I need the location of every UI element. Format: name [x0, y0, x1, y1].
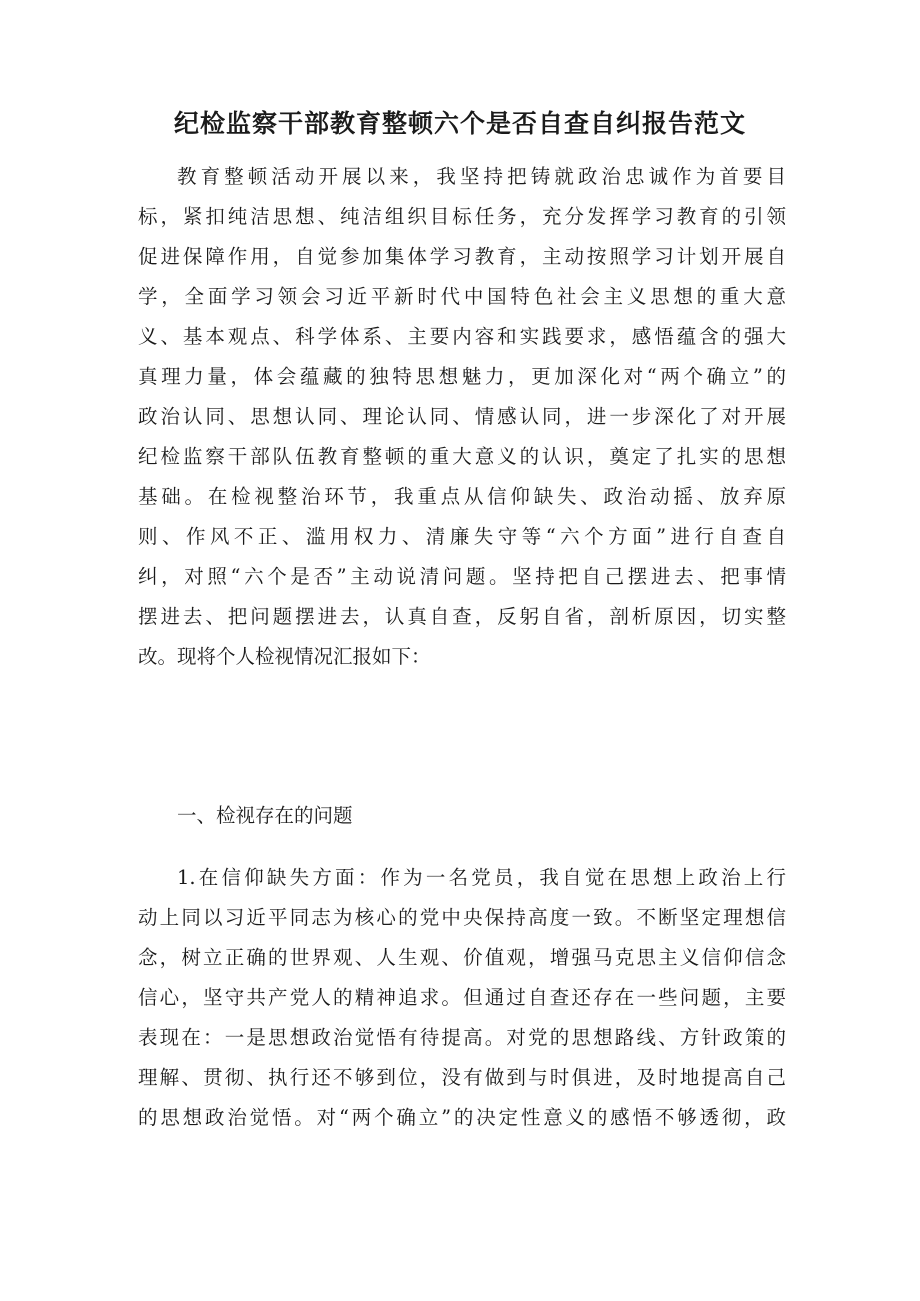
text-line: 1.在信仰缺失方面：作为一名党员，我自觉在思想上政治上行 — [177, 866, 786, 889]
text-line: 则、作风不正、滥用权力、清廉失守等“六个方面”进行自查自 — [138, 525, 786, 548]
text-line: 纠，对照“六个是否”主动说清问题。坚持把自己摆进去、把事情 — [138, 565, 786, 588]
text-line: 信心，坚守共产党人的精神追求。但通过自查还存在一些问题，主要 — [138, 986, 786, 1009]
text-line: 政治认同、思想认同、理论认同、情感认同，进一步深化了对开展 — [138, 405, 786, 428]
text-line: 标，紧扣纯洁思想、纯洁组织目标任务，充分发挥学习教育的引领 — [138, 205, 786, 228]
text-line: 动上同以习近平同志为核心的党中央保持高度一致。不断坚定理想信 — [138, 906, 786, 929]
text-line: 摆进去、把问题摆进去，认真自查，反躬自省，剖析原因，切实整 — [138, 605, 786, 628]
text-line: 基础。在检视整治环节，我重点从信仰缺失、政治动摇、放弃原 — [138, 485, 786, 508]
text-line: 理解、贯彻、执行还不够到位，没有做到与时俱进，及时地提高自己 — [138, 1066, 786, 1089]
intro-paragraph — [138, 157, 786, 677]
section-heading: 一、检视存在的问题 — [177, 804, 353, 827]
text-line: 念，树立正确的世界观、人生观、价值观，增强马克思主义信仰信念 — [138, 946, 786, 969]
text-line: 义、基本观点、科学体系、主要内容和实践要求，感悟蕴含的强大 — [138, 325, 786, 348]
text-line: 教育整顿活动开展以来，我坚持把铸就政治忠诚作为首要目 — [177, 165, 786, 188]
text-line: 的思想政治觉悟。对“两个确立”的决定性意义的感悟不够透彻，政 — [138, 1106, 786, 1129]
text-line: 促进保障作用，自觉参加集体学习教育，主动按照学习计划开展自 — [138, 245, 786, 268]
text-line: 改。现将个人检视情况汇报如下： — [138, 645, 431, 668]
text-line: 真理力量，体会蕴藏的独特思想魅力，更加深化对“两个确立”的 — [138, 365, 786, 388]
document-title: 纪检监察干部教育整顿六个是否自查自纠报告范文 — [173, 109, 746, 138]
text-line: 表现在：一是思想政治觉悟有待提高。对党的思想路线、方针政策的 — [138, 1026, 786, 1049]
text-line: 学，全面学习领会习近平新时代中国特色社会主义思想的重大意 — [138, 285, 786, 308]
item-1-paragraph — [138, 858, 786, 1138]
text-line: 纪检监察干部队伍教育整顿的重大意义的认识，奠定了扎实的思想 — [138, 445, 786, 468]
